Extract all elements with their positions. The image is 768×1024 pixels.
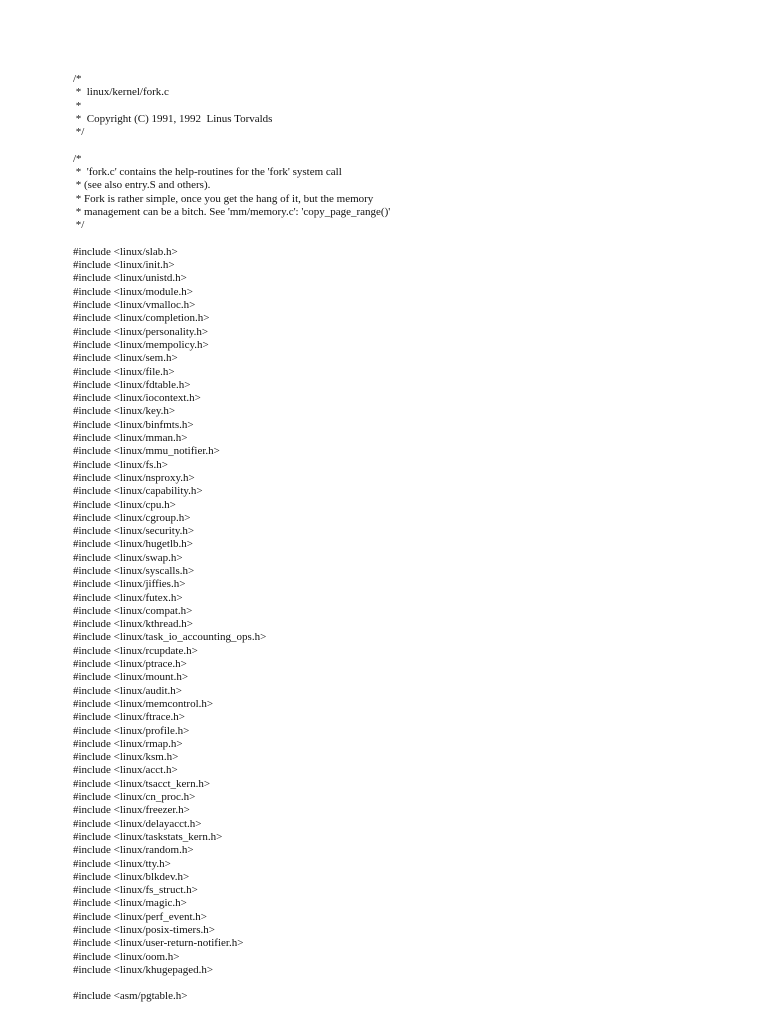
code-line: * xyxy=(73,99,82,112)
code-line: #include <linux/ptrace.h> xyxy=(73,658,187,671)
code-line: #include <linux/cpu.h> xyxy=(73,498,176,511)
source-code xyxy=(73,73,390,1004)
code-line: #include <asm/pgtable.h> xyxy=(73,990,188,1003)
code-line: #include <linux/posix-timers.h> xyxy=(73,924,215,936)
code-line: #include <linux/fs.h> xyxy=(73,458,168,471)
code-line: #include <linux/mmu_notifier.h> xyxy=(73,445,220,458)
code-line: #include <linux/oom.h> xyxy=(73,950,180,963)
code-line: #include <linux/audit.h> xyxy=(73,684,182,697)
code-line: #include <linux/vmalloc.h> xyxy=(73,299,196,312)
code-line: #include <linux/acct.h> xyxy=(73,764,178,777)
code-line: /* xyxy=(73,73,82,85)
code-line: #include <linux/init.h> xyxy=(73,259,175,272)
code-line: #include <linux/capability.h> xyxy=(73,485,203,498)
code-line: * linux/kernel/fork.c xyxy=(73,86,169,99)
code-line: #include <linux/delayacct.h> xyxy=(73,817,202,830)
code-line: #include <linux/memcontrol.h> xyxy=(73,697,214,710)
code-line: #include <linux/random.h> xyxy=(73,844,194,857)
code-line: #include <linux/iocontext.h> xyxy=(73,392,201,405)
code-line: #include <linux/blkdev.h> xyxy=(73,870,190,883)
code-line: #include <linux/slab.h> xyxy=(73,245,178,258)
code-line: * Fork is rather simple, once you get the hang of it, but the memory xyxy=(73,192,374,205)
code-line: #include <linux/module.h> xyxy=(73,285,193,298)
code-line: #include <linux/tsacct_kern.h> xyxy=(73,777,211,790)
code-line: #include <linux/key.h> xyxy=(73,405,176,418)
code-line: #include <linux/swap.h> xyxy=(73,551,183,564)
code-line: */ xyxy=(73,219,85,232)
include-block xyxy=(73,246,390,977)
code-line: #include <linux/perf_event.h> xyxy=(73,910,207,923)
code-line: #include <linux/ftrace.h> xyxy=(73,711,185,724)
code-line: #include <linux/security.h> xyxy=(73,525,195,538)
code-line: #include <linux/mempolicy.h> xyxy=(73,338,209,351)
code-line: #include <linux/hugetlb.h> xyxy=(73,538,193,551)
code-line: #include <linux/mount.h> xyxy=(73,671,189,684)
code-line: #include <linux/cn_proc.h> xyxy=(73,791,196,804)
code-line: #include <linux/rmap.h> xyxy=(73,737,183,750)
code-line: #include <linux/fs_struct.h> xyxy=(73,884,198,897)
code-line: #include <linux/binfmts.h> xyxy=(73,418,194,431)
code-line: #include <linux/nsproxy.h> xyxy=(73,471,195,484)
code-line: * Copyright (C) 1991, 1992 Linus Torvalds xyxy=(73,112,273,125)
code-line: #include <linux/completion.h> xyxy=(73,312,210,325)
code-line: #include <linux/kthread.h> xyxy=(73,618,193,631)
code-line: #include <linux/freezer.h> xyxy=(73,804,190,817)
code-line: #include <linux/compat.h> xyxy=(73,604,193,617)
code-line: #include <linux/taskstats_kern.h> xyxy=(73,830,223,843)
code-line: #include <linux/futex.h> xyxy=(73,591,183,604)
code-line: #include <linux/profile.h> xyxy=(73,724,190,737)
code-line: #include <linux/fdtable.h> xyxy=(73,378,191,391)
comment-block xyxy=(73,153,390,233)
code-line: #include <linux/syscalls.h> xyxy=(73,564,195,577)
code-line: #include <linux/user-return-notifier.h> xyxy=(73,937,244,950)
code-line: #include <linux/jiffies.h> xyxy=(73,578,186,591)
code-line: #include <linux/mman.h> xyxy=(73,432,188,445)
code-line: #include <linux/magic.h> xyxy=(73,897,187,910)
code-line: #include <linux/unistd.h> xyxy=(73,272,187,285)
code-line: */ xyxy=(73,126,85,139)
code-line: #include <linux/sem.h> xyxy=(73,352,178,365)
code-line: #include <linux/personality.h> xyxy=(73,325,209,338)
code-line: #include <linux/tty.h> xyxy=(73,857,171,870)
code-line: #include <linux/khugepaged.h> xyxy=(73,963,214,976)
code-line: * (see also entry.S and others). xyxy=(73,179,211,192)
code-line: #include <linux/rcupdate.h> xyxy=(73,644,198,657)
comment-block xyxy=(73,73,390,139)
code-line: #include <linux/task_io_accounting_ops.h> xyxy=(73,631,267,644)
code-line: * 'fork.c' contains the help-routines for the 'fork' system call xyxy=(73,166,342,179)
code-line: /* xyxy=(73,152,82,165)
code-line: #include <linux/cgroup.h> xyxy=(73,511,191,524)
code-line: #include <linux/file.h> xyxy=(73,365,175,378)
include-block xyxy=(73,990,390,1003)
code-line: * management can be a bitch. See 'mm/memory.c': 'copy_page_range()' xyxy=(73,205,391,218)
code-line: #include <linux/ksm.h> xyxy=(73,751,179,764)
